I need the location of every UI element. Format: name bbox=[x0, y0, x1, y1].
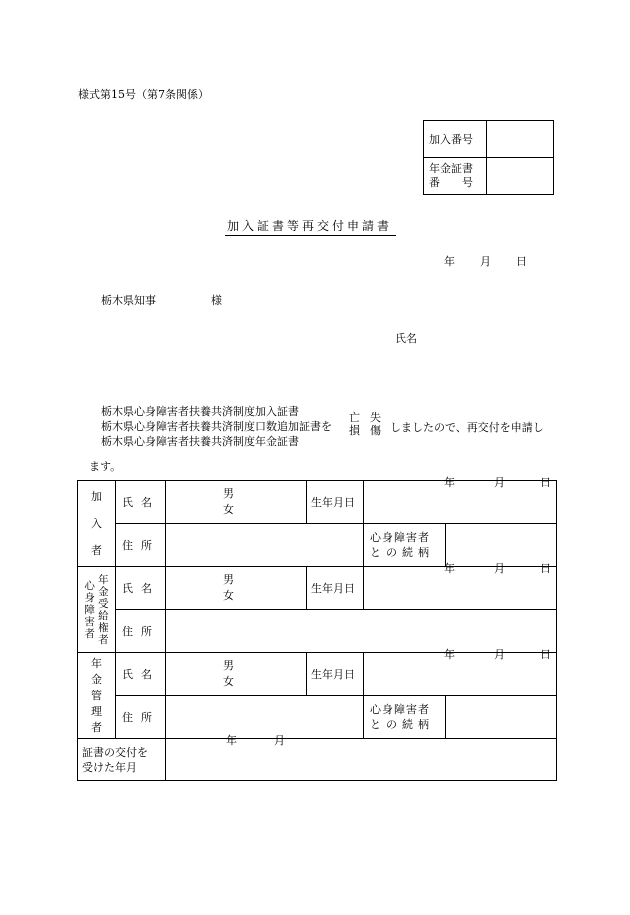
recipient-char: 者 bbox=[84, 627, 95, 640]
pension-cert-number-field[interactable] bbox=[487, 158, 554, 195]
recipient-label bbox=[78, 567, 116, 653]
year-unit: 年 bbox=[444, 562, 455, 575]
subscriber-label bbox=[78, 481, 116, 567]
subscriber-birth-label: 生年月日 bbox=[307, 481, 364, 524]
application-date bbox=[444, 253, 527, 269]
addressee: 栃木県知事 様 bbox=[101, 294, 222, 307]
relation-line1: 心身障害者 bbox=[370, 703, 430, 716]
date-month: 月 bbox=[480, 255, 491, 268]
administrator-char: 管 bbox=[91, 688, 102, 702]
grant-date-field[interactable] bbox=[166, 734, 557, 781]
recipient-birth-label: 生年月日 bbox=[307, 567, 364, 610]
recipient-char: 心 bbox=[84, 579, 95, 592]
administrator-char: 者 bbox=[91, 720, 102, 734]
relation-line2: との続柄 bbox=[370, 546, 434, 559]
sex-female[interactable]: 女 bbox=[223, 675, 234, 688]
recipient-char: 年 bbox=[98, 573, 109, 586]
sex-male[interactable]: 男 bbox=[223, 487, 234, 500]
administrator-relation-field[interactable] bbox=[446, 696, 557, 739]
month-unit: 月 bbox=[494, 562, 505, 575]
certificate-unit-addition: 栃木県心身障害者扶養共済制度口数追加証書を bbox=[101, 420, 332, 433]
enrollment-number-field[interactable] bbox=[487, 121, 554, 158]
administrator-char: 理 bbox=[91, 704, 102, 718]
year-unit: 年 bbox=[444, 476, 455, 489]
application-table bbox=[77, 476, 557, 781]
administrator-char: 年 bbox=[91, 656, 102, 670]
day-unit: 日 bbox=[540, 476, 551, 489]
pension-cert-label-line1: 年金証書 bbox=[429, 162, 473, 175]
date-day: 日 bbox=[516, 255, 527, 268]
recipient-char: 害 bbox=[84, 615, 95, 628]
lost-damaged-choice bbox=[349, 411, 391, 437]
subscriber-address-field[interactable] bbox=[166, 524, 364, 567]
certificate-list bbox=[101, 404, 332, 449]
month-unit: 月 bbox=[494, 648, 505, 661]
subscriber-name-label: 氏名 bbox=[116, 481, 166, 524]
administrator-char: 金 bbox=[91, 672, 102, 686]
subscriber-sex[interactable] bbox=[166, 481, 307, 524]
pension-cert-number-label bbox=[424, 158, 487, 195]
recipient-char: 権 bbox=[98, 621, 109, 634]
date-year: 年 bbox=[444, 255, 455, 268]
applicant-name-label: 氏名 bbox=[395, 332, 417, 345]
number-box bbox=[423, 120, 554, 195]
subscriber-address-label: 住所 bbox=[116, 524, 166, 567]
document-title: 加入証書等再交付申請書 bbox=[225, 217, 396, 236]
relation-line1: 心身障害者 bbox=[370, 531, 430, 544]
form-number: 様式第15号（第7条関係） bbox=[78, 88, 209, 101]
administrator-address-label: 住所 bbox=[116, 696, 166, 739]
lost-option: 亡失 bbox=[349, 411, 391, 424]
sex-male[interactable]: 男 bbox=[223, 573, 234, 586]
certificate-pension: 栃木県心身障害者扶養共済制度年金証書 bbox=[101, 435, 299, 448]
administrator-birth-label: 生年月日 bbox=[307, 653, 364, 696]
recipient-address-label: 住所 bbox=[116, 610, 166, 653]
recipient-char: 者 bbox=[98, 633, 109, 646]
subscriber-char: 者 bbox=[91, 544, 102, 557]
day-unit: 日 bbox=[540, 562, 551, 575]
request-text: しましたので、再交付を申請し bbox=[390, 421, 544, 434]
grant-label-line1: 証書の交付を bbox=[82, 745, 148, 759]
sex-male[interactable]: 男 bbox=[223, 659, 234, 672]
month-unit: 月 bbox=[494, 476, 505, 489]
subscriber-relation-label bbox=[364, 524, 446, 567]
year-unit: 年 bbox=[444, 648, 455, 661]
administrator-sex[interactable] bbox=[166, 653, 307, 696]
sex-female[interactable]: 女 bbox=[223, 589, 234, 602]
grant-date-label bbox=[78, 739, 166, 781]
recipient-sex[interactable] bbox=[166, 567, 307, 610]
administrator-address-field[interactable] bbox=[166, 696, 364, 739]
recipient-char: 給 bbox=[98, 609, 109, 622]
enrollment-number-label: 加入番号 bbox=[424, 121, 487, 158]
relation-line2: との続柄 bbox=[370, 718, 434, 731]
year-unit: 年 bbox=[226, 734, 237, 747]
sex-female[interactable]: 女 bbox=[223, 503, 234, 516]
administrator-label bbox=[78, 653, 116, 739]
recipient-char: 受 bbox=[98, 597, 109, 610]
subscriber-char: 入 bbox=[91, 517, 102, 530]
recipient-char: 障 bbox=[84, 603, 95, 616]
day-unit: 日 bbox=[540, 648, 551, 661]
subscriber-char: 加 bbox=[91, 490, 102, 503]
damaged-option: 損傷 bbox=[349, 424, 391, 437]
recipient-birth-date[interactable] bbox=[364, 562, 557, 610]
subscriber-birth-date[interactable] bbox=[364, 476, 557, 524]
pension-cert-label-line2: 番 号 bbox=[429, 176, 473, 189]
grant-label-line2: 受けた年月 bbox=[82, 760, 137, 774]
recipient-name-label: 氏名 bbox=[116, 567, 166, 610]
administrator-relation-label bbox=[364, 696, 446, 739]
month-unit: 月 bbox=[274, 734, 285, 747]
administrator-birth-date[interactable] bbox=[364, 648, 557, 696]
certificate-enrollment: 栃木県心身障害者扶養共済制度加入証書 bbox=[101, 405, 299, 418]
recipient-char: 金 bbox=[98, 585, 109, 598]
recipient-char: 身 bbox=[84, 591, 95, 604]
request-text-end: ます。 bbox=[89, 460, 122, 473]
administrator-name-label: 氏名 bbox=[116, 653, 166, 696]
